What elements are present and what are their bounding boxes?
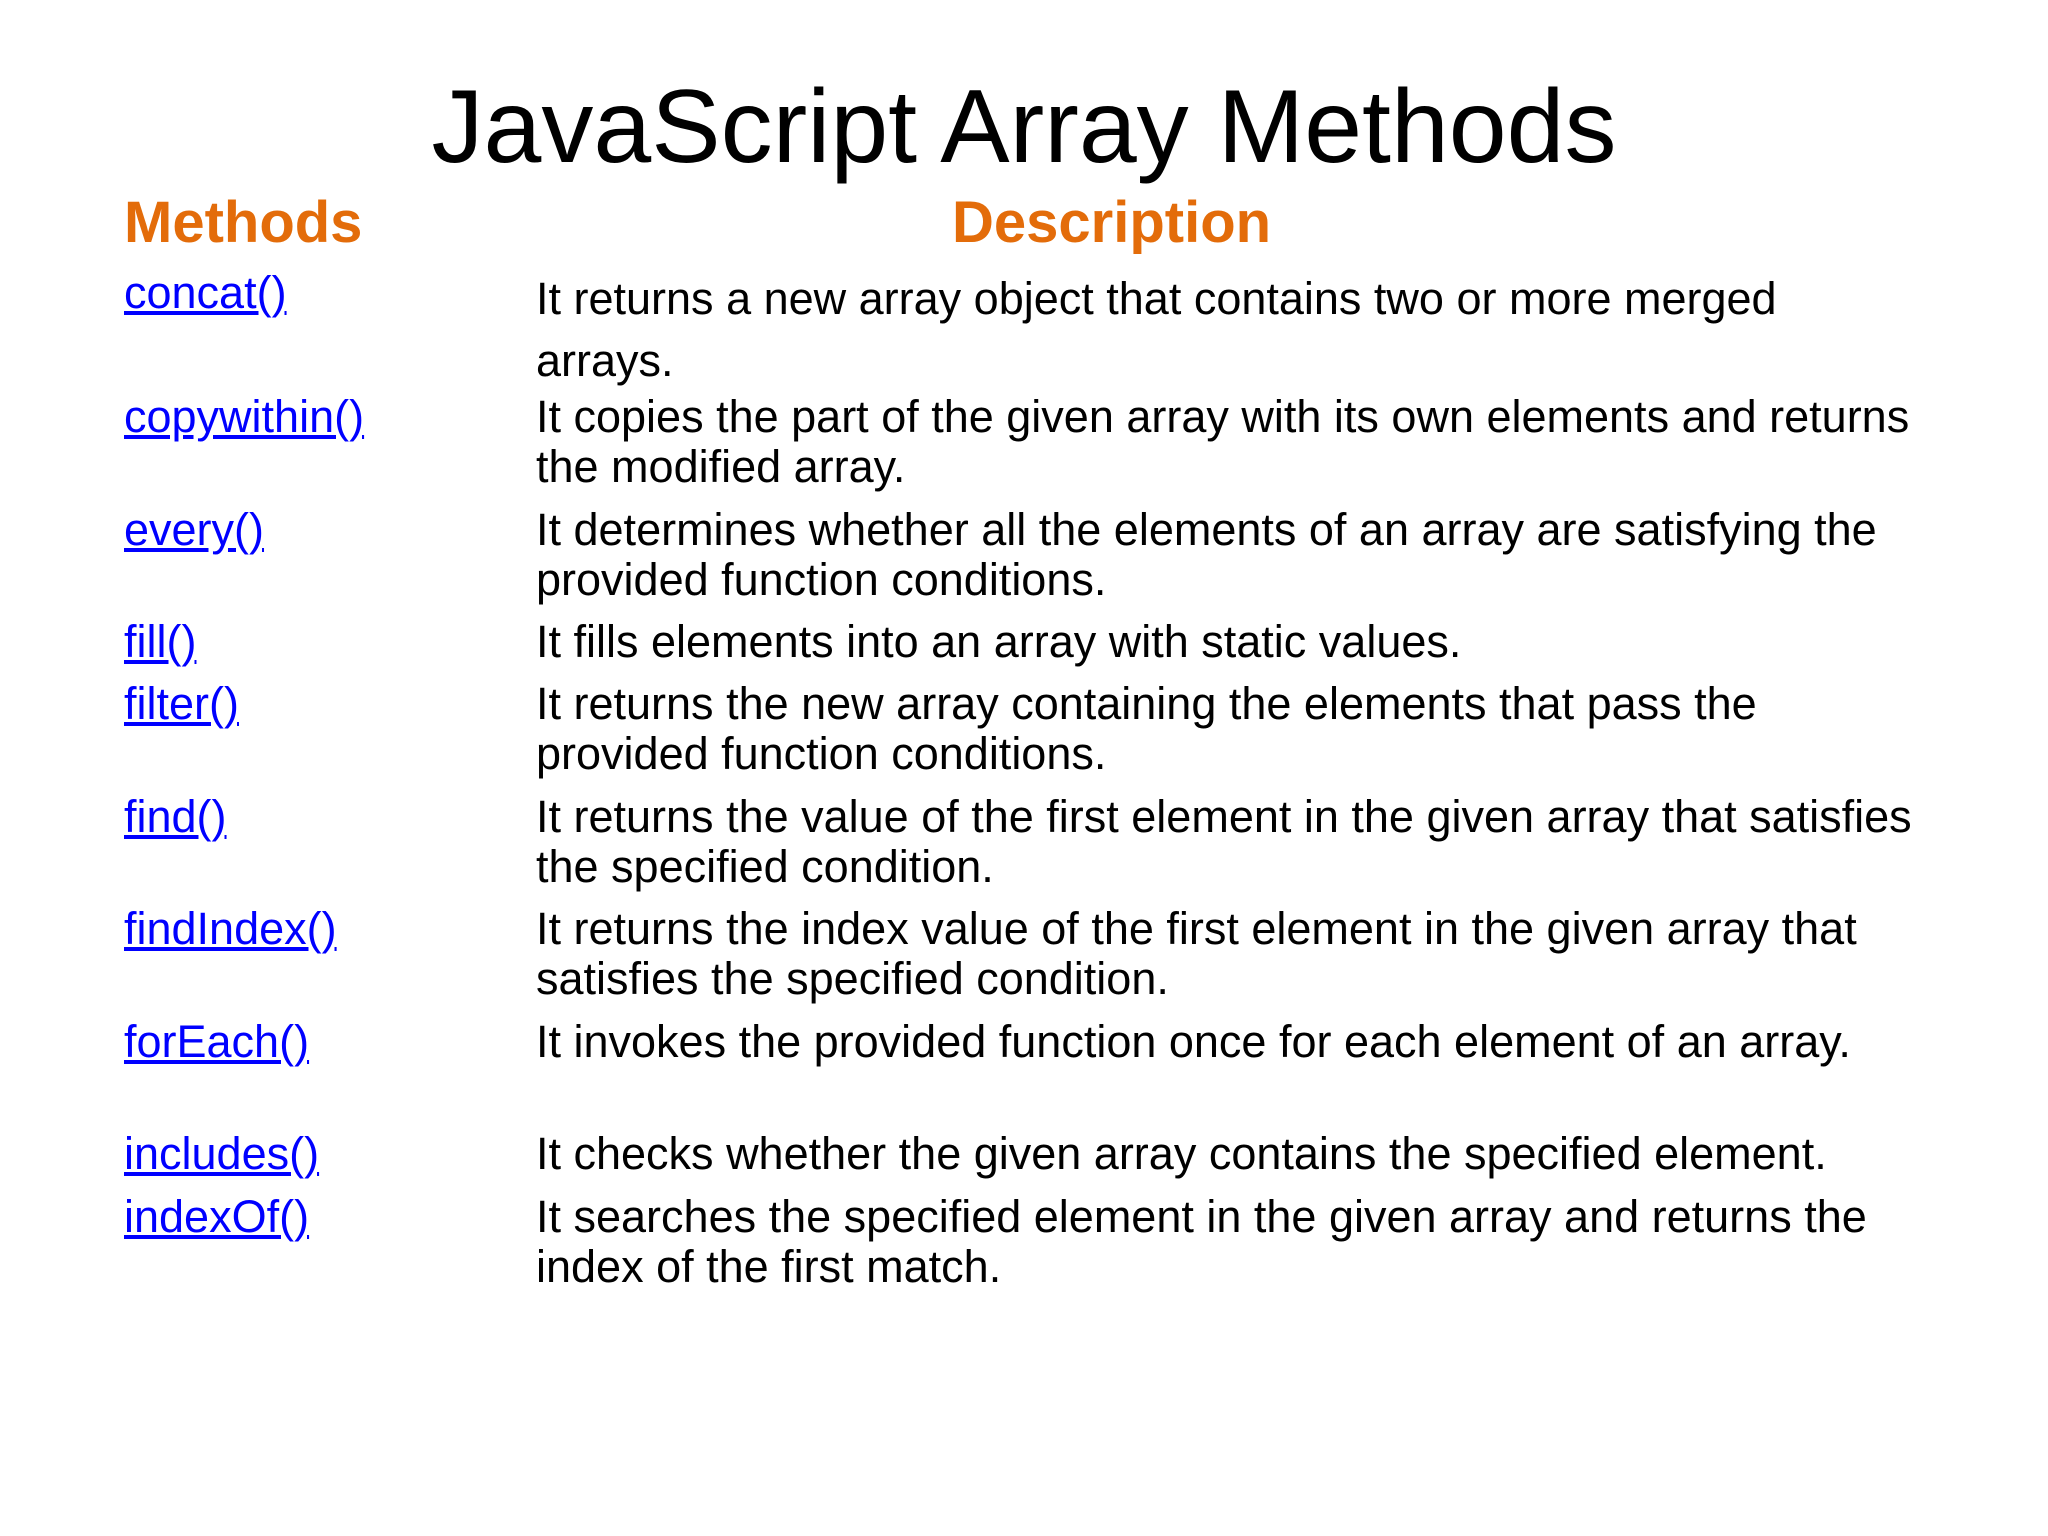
method-link-includes[interactable]: includes() [124,1128,320,1179]
method-link-copywithin[interactable]: copywithin() [124,391,365,442]
method-description: It returns the value of the first element in the given array that satisfies the specified condition. [536,791,1912,892]
slide-title: JavaScript Array Methods [431,69,1617,185]
method-link-find[interactable]: find() [124,791,227,842]
method-link-fill[interactable]: fill() [124,616,197,667]
method-description: It returns the new array containing the elements that pass the provided function conditions. [536,678,1757,779]
method-link-indexof[interactable]: indexOf() [124,1191,310,1242]
method-link-filter[interactable]: filter() [124,678,239,729]
method-description: It fills elements into an array with static values. [536,616,1462,667]
method-description: It invokes the provided function once for each element of an array. [536,1016,1851,1067]
method-description: It searches the specified element in the given array and returns the index of the first match. [536,1191,1867,1292]
method-description: It determines whether all the elements of an array are satisfying the provided function conditions. [536,504,1877,605]
method-description: It checks whether the given array contains the specified element. [536,1128,1827,1179]
description-column-header: Description [952,190,1272,255]
method-link-foreach[interactable]: forEach() [124,1016,310,1067]
method-link-concat[interactable]: concat() [124,267,287,318]
methods-column-header: Methods [124,190,363,255]
method-link-every[interactable]: every() [124,504,265,555]
method-description: It returns a new array object that contains two or more merged arrays. [536,273,1777,386]
method-description: It returns the index value of the first element in the given array that satisfies the specified condition. [536,903,1857,1004]
method-link-findindex[interactable]: findIndex() [124,903,337,954]
method-description: It copies the part of the given array with its own elements and returns the modified array. [536,391,1910,492]
